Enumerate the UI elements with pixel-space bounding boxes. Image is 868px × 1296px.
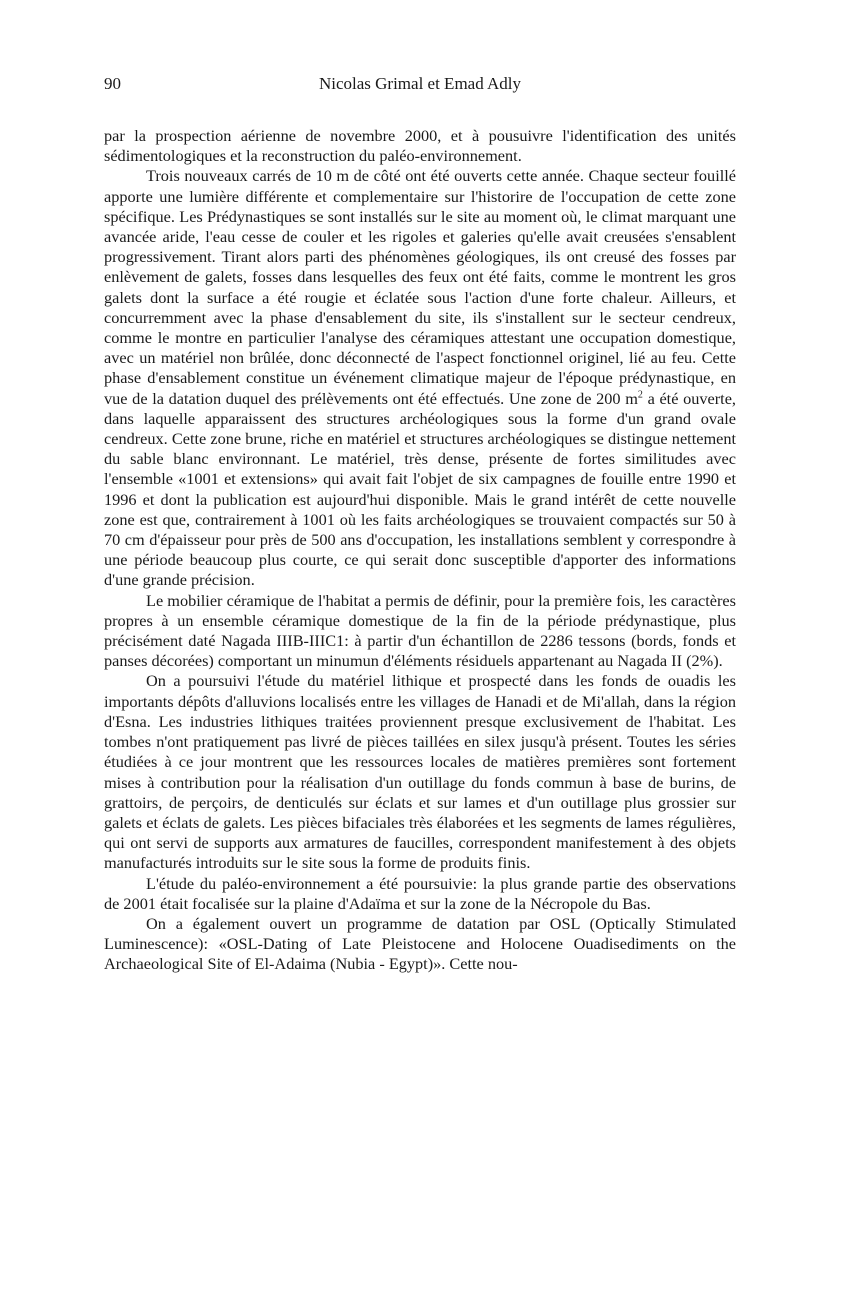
- superscript: 2: [637, 389, 643, 401]
- paragraph: On a également ouvert un programme de datation par OSL (Optically Stimulated Luminescence): «OSL-Dating of Late Pleistocene and Holocene Ouadisediments on the Archaeological Site of El-Adaima (Nubia - Egypt)». Cette nou-: [104, 913, 736, 974]
- paragraph: On a poursuivi l'étude du matériel lithique et prospecté dans les fonds de ouadis les importants dépôts d'alluvions localisés entre les villages de Hanadi et de Mi'allah, dans la région d'Esna. Les industries lithiques traitées proviennent presque exclusivement de l'habitat. Les tombes n'ont pratiquement pas livré de pièces taillées en silex jusqu'à présent. Toutes les séries étudiées à ce jour montrent que les ressources locales de matières premières sont fortement mises à contribution pour la réalisation d'un outillage du fonds commun à base de burins, de grattoirs, de perçoirs, de denticulés sur éclats et sur lames et d'un outillage plus grossier sur galets et éclats de galets. Les pièces bifaciales très élaborées et les segments de lames régulières, qui ont servi de supports aux armatures de faucilles, correspondent manifestement à des objets manufacturés introduits sur le site sous la forme de produits finis.: [104, 671, 736, 873]
- body-text: [104, 126, 736, 975]
- paragraph: L'étude du paléo-environnement a été poursuivie: la plus grande partie des observations de 2001 était focalisée sur la plaine d'Adaïma et sur la zone de la Nécropole du Bas.: [104, 873, 736, 913]
- paragraph: par la prospection aérienne de novembre 2000, et à pousuivre l'identification des unités sédimentologiques et la reconstruction du paléo-environnement.: [104, 126, 736, 166]
- paragraph-text: a été ouverte, dans laquelle apparaissent des structures archéologiques sous la forme d'un grand ovale cendreux. Cette zone brune, riche en matériel et structures archéologiques se distingue nettement du sable blanc environnant. Le matériel, très dense, présente de fortes similitudes avec l'ensemble «1001 et extensions» qui avait fait l'objet de six campagnes de fouille entre 1990 et 1996 et dont la publication est aujourd'hui disponible. Mais le grand intérêt de cette nouvelle zone est que, contrairement à 1001 où les faits archéologiques se trouvaient compactés sur 50 à 70 cm d'épaisseur pour près de 500 ans d'occupation, les installations semblent y correspondre à une période beaucoup plus courte, ce qui serait donc susceptible d'apporter des informations d'une grande précision.: [104, 388, 736, 590]
- page-number: 90: [104, 74, 121, 93]
- paragraph: Le mobilier céramique de l'habitat a permis de définir, pour la première fois, les caractères propres à un ensemble céramique domestique de la fin de la période prédynastique, plus précisément daté Nagada IIIB-IIIC1: à partir d'un échantillon de 2286 tessons (bords, fonds et panses décorées) comportant un minumun d'éléments résiduels appartenant au Nagada II (2%).: [104, 590, 736, 671]
- running-title: Nicolas Grimal et Emad Adly: [318, 74, 522, 93]
- running-head: [104, 72, 736, 96]
- paragraph-text: Trois nouveaux carrés de 10 m de côté ont été ouverts cette année. Chaque secteur fouillé apporte une lumière différente et complementaire sur l'historire de l'occupation de cette zone spécifique. Les Prédynastiques se sont installés sur le site au moment où, le climat marquant une avancée aride, l'eau cesse de couler et les rigoles et galeries qu'elle avait creusées s'ensablent progressivement. Tirant alors parti des phénomènes géologiques, ils ont creusé des fosses par enlèvement de galets, fosses dans lesquelles des feux ont été faits, comme le montrent les gros galets dont la surface a été rougie et éclatée sous l'action d'une forte chaleur. Ailleurs, et concurremment avec la phase d'ensablement du site, ils s'installent sur le secteur cendreux, comme le montre en particulier l'analyse des céramiques attestant une occupation domestique, avec un matériel non brûlée, donc déconnecté de l'aspect fonctionnel originel, lié au feu. Cette phase d'ensablement constitue un événement climatique majeur de l'époque prédynastique, en vue de la datation duquel des prélèvements ont été effectués. Une zone de 200 m: [104, 166, 736, 408]
- paragraph: [104, 166, 736, 590]
